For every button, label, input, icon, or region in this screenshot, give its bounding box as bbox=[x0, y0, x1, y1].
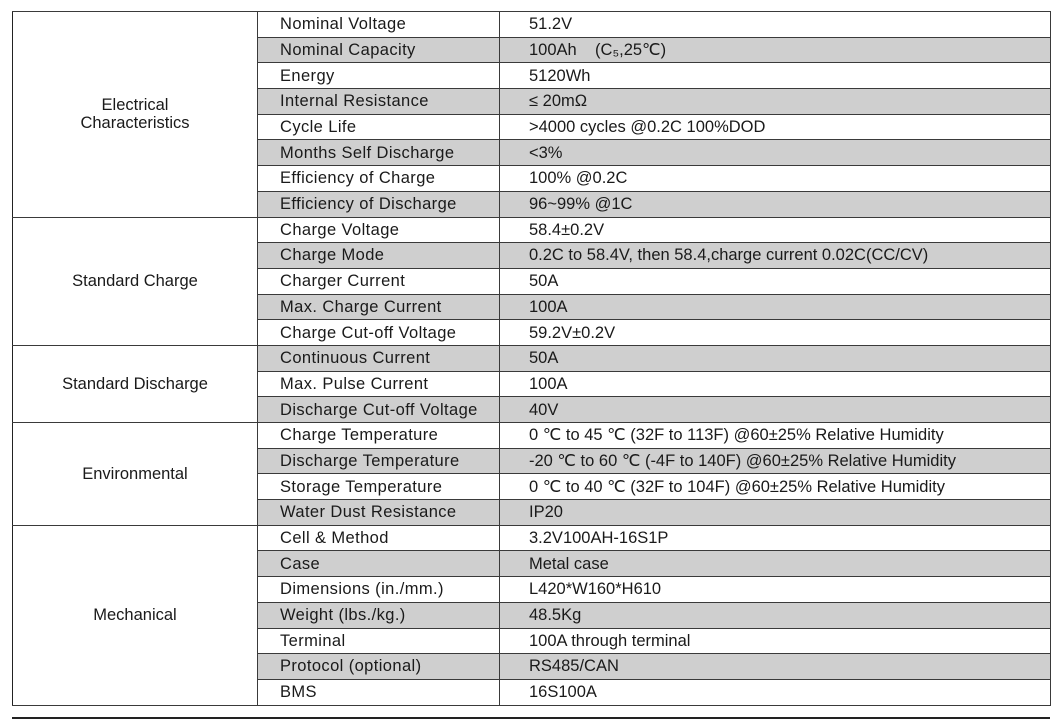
value-cell: 96~99% @1C bbox=[500, 191, 1051, 217]
table-row bbox=[13, 423, 1051, 449]
table-row bbox=[13, 525, 1051, 551]
parameter-cell: Terminal bbox=[258, 628, 500, 654]
value-cell: 58.4±0.2V bbox=[500, 217, 1051, 243]
parameter-cell: BMS bbox=[258, 679, 500, 705]
value-cell: 5120Wh bbox=[500, 63, 1051, 89]
category-label: Electrical bbox=[101, 96, 169, 115]
value-cell: 0 ℃ to 40 ℃ (32F to 104F) @60±25% Relative Humidity bbox=[500, 474, 1051, 500]
parameter-cell: Discharge Temperature bbox=[258, 448, 500, 474]
category-cell bbox=[13, 423, 258, 526]
parameter-cell: Discharge Cut-off Voltage bbox=[258, 397, 500, 423]
parameter-cell: Max. Charge Current bbox=[258, 294, 500, 320]
category-cell bbox=[13, 525, 258, 705]
parameter-cell: Continuous Current bbox=[258, 345, 500, 371]
value-cell: IP20 bbox=[500, 500, 1051, 526]
value-cell: 100A bbox=[500, 294, 1051, 320]
value-cell: 59.2V±0.2V bbox=[500, 320, 1051, 346]
value-cell: 3.2V100AH-16S1P bbox=[500, 525, 1051, 551]
parameter-cell: Charge Voltage bbox=[258, 217, 500, 243]
table-row bbox=[13, 12, 1051, 38]
parameter-cell: Weight (lbs./kg.) bbox=[258, 602, 500, 628]
category-cell bbox=[13, 12, 258, 218]
parameter-cell: Cycle Life bbox=[258, 114, 500, 140]
parameter-cell: Storage Temperature bbox=[258, 474, 500, 500]
value-cell: 0.2C to 58.4V, then 58.4,charge current 0.02C(CC/CV) bbox=[500, 243, 1051, 269]
value-cell: 50A bbox=[500, 268, 1051, 294]
parameter-cell: Cell & Method bbox=[258, 525, 500, 551]
table-bottom-border bbox=[12, 717, 1050, 719]
parameter-cell: Nominal Capacity bbox=[258, 37, 500, 63]
value-cell: 100% @0.2C bbox=[500, 166, 1051, 192]
parameter-cell: Nominal Voltage bbox=[258, 12, 500, 38]
value-cell: 48.5Kg bbox=[500, 602, 1051, 628]
value-cell: 0 ℃ to 45 ℃ (32F to 113F) @60±25% Relative Humidity bbox=[500, 423, 1051, 449]
table-row bbox=[13, 345, 1051, 371]
value-cell: -20 ℃ to 60 ℃ (-4F to 140F) @60±25% Relative Humidity bbox=[500, 448, 1051, 474]
value-cell: L420*W160*H610 bbox=[500, 577, 1051, 603]
value-cell: 16S100A bbox=[500, 679, 1051, 705]
category-label: Characteristics bbox=[80, 114, 190, 133]
value-cell: >4000 cycles @0.2C 100%DOD bbox=[500, 114, 1051, 140]
category-cell bbox=[13, 345, 258, 422]
parameter-cell: Max. Pulse Current bbox=[258, 371, 500, 397]
parameter-cell: Internal Resistance bbox=[258, 89, 500, 115]
category-label: Standard Charge bbox=[72, 272, 198, 291]
parameter-cell: Efficiency of Charge bbox=[258, 166, 500, 192]
value-cell: RS485/CAN bbox=[500, 654, 1051, 680]
parameter-cell: Charge Cut-off Voltage bbox=[258, 320, 500, 346]
value-cell: Metal case bbox=[500, 551, 1051, 577]
parameter-cell: Charger Current bbox=[258, 268, 500, 294]
value-cell: 50A bbox=[500, 345, 1051, 371]
parameter-cell: Energy bbox=[258, 63, 500, 89]
category-label: Mechanical bbox=[93, 606, 177, 625]
value-cell: 100A through terminal bbox=[500, 628, 1051, 654]
parameter-cell: Efficiency of Discharge bbox=[258, 191, 500, 217]
parameter-cell: Charge Mode bbox=[258, 243, 500, 269]
category-label: Environmental bbox=[82, 464, 188, 483]
value-cell: 51.2V bbox=[500, 12, 1051, 38]
value-cell: <3% bbox=[500, 140, 1051, 166]
value-cell: 100Ah (C₅,25℃) bbox=[500, 37, 1051, 63]
value-cell: ≤ 20mΩ bbox=[500, 89, 1051, 115]
category-label: Standard Discharge bbox=[62, 374, 208, 393]
value-cell: 40V bbox=[500, 397, 1051, 423]
battery-spec-table bbox=[12, 11, 1051, 706]
parameter-cell: Charge Temperature bbox=[258, 423, 500, 449]
parameter-cell: Case bbox=[258, 551, 500, 577]
table-row bbox=[13, 217, 1051, 243]
parameter-cell: Water Dust Resistance bbox=[258, 500, 500, 526]
parameter-cell: Months Self Discharge bbox=[258, 140, 500, 166]
parameter-cell: Dimensions (in./mm.) bbox=[258, 577, 500, 603]
value-cell: 100A bbox=[500, 371, 1051, 397]
parameter-cell: Protocol (optional) bbox=[258, 654, 500, 680]
spec-table-body bbox=[13, 12, 1051, 706]
category-cell bbox=[13, 217, 258, 345]
